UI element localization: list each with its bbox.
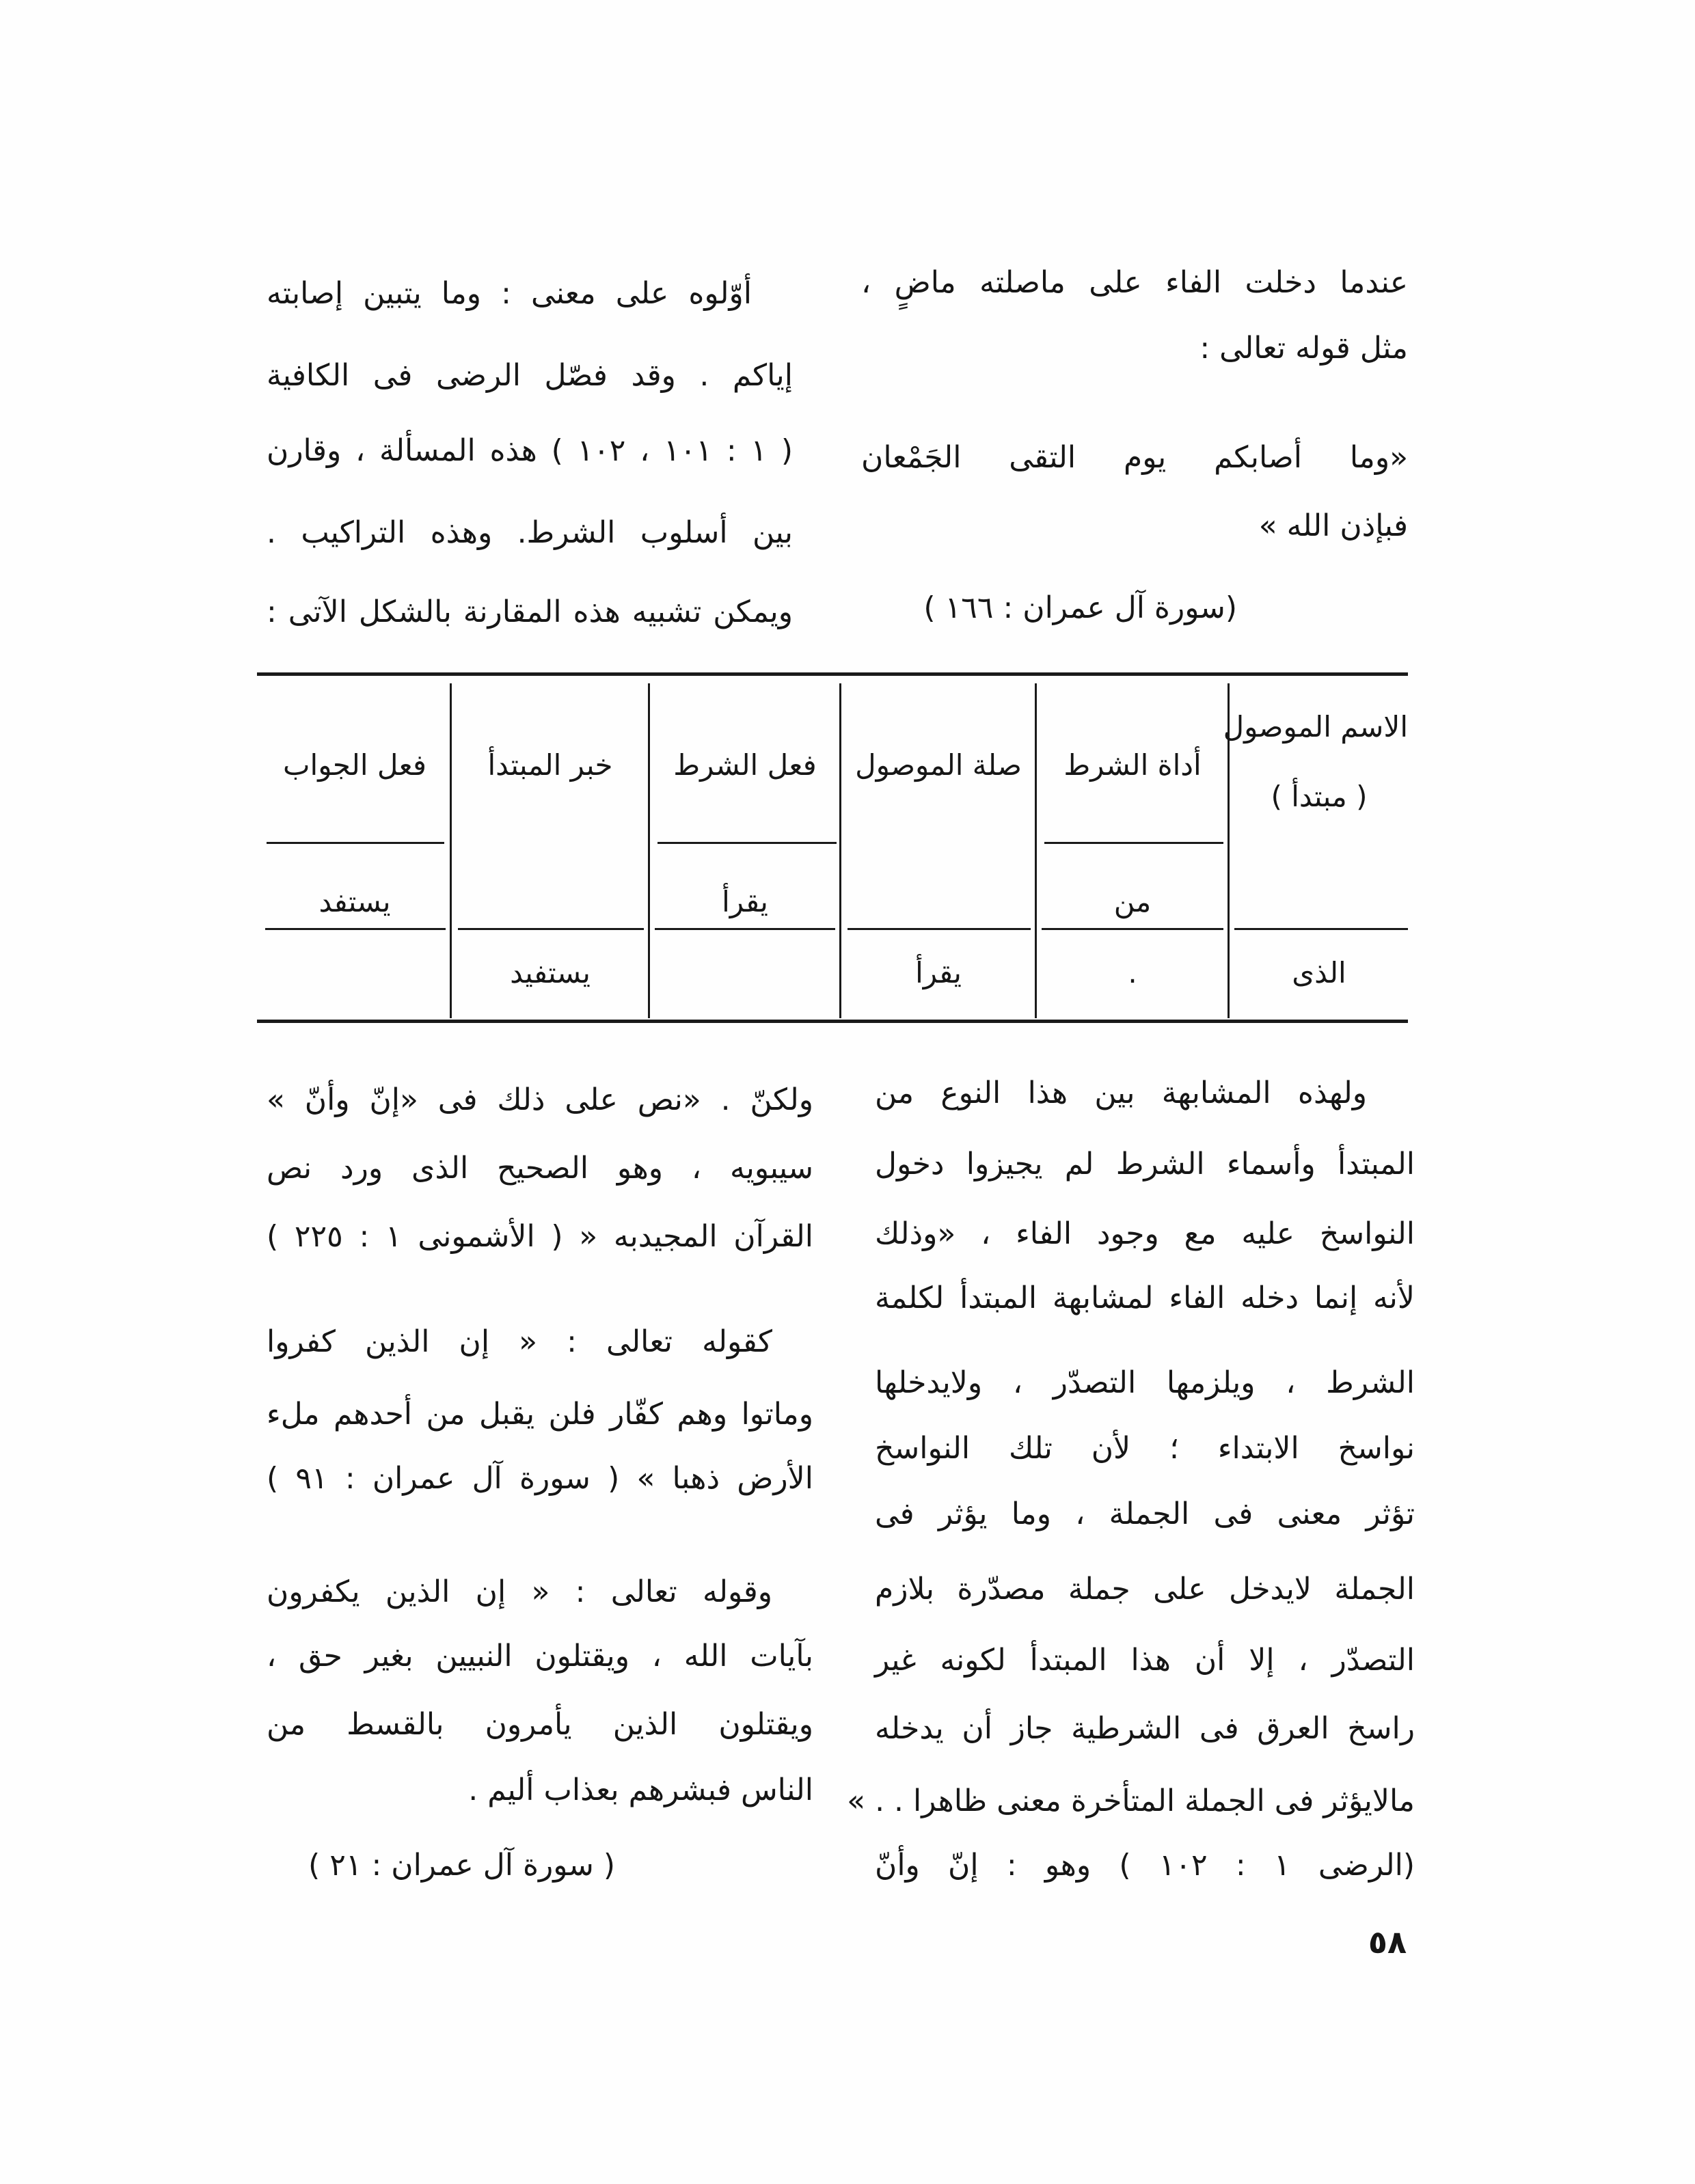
quran-verse-line: فبإذن الله » <box>1258 508 1408 543</box>
text-line: (الرضى ١ : ١٠٢ ) وهو : إنّ وأنّ <box>875 1848 1415 1883</box>
table-cell: يقرأ <box>915 956 962 989</box>
text-line: النواسخ عليه مع وجود الفاء ، «وذلك <box>875 1216 1415 1251</box>
text-line: التصدّر ، إلا أن هذا المبتدأ لكونه غير <box>875 1643 1415 1678</box>
text-line: راسخ العرق فى الشرطية جاز أن يدخله <box>875 1711 1415 1746</box>
quran-verse-line: الأرض ذهبا » ( سورة آل عمران : ٩١ ) <box>267 1461 814 1496</box>
table-header-subtitle: ( مبتدأ ) <box>1271 780 1368 813</box>
text-line: الشرط ، ويلزمها التصدّر ، ولايدخلها <box>875 1365 1415 1400</box>
table-cell: يستفيد <box>510 956 591 989</box>
text-line: لأنه إنما دخله الفاء لمشابهة المبتدأ لكلمة <box>875 1281 1415 1315</box>
text-line: عندما دخلت الفاء على ماصلته ماضٍ ، <box>861 265 1408 300</box>
text-line: ولكنّ . «نص على ذلك فى «إنّ وأنّ » <box>267 1082 813 1117</box>
text-line: القرآن المجيدبه « ( الأشمونى ١ : ٢٢٥ ) <box>267 1219 813 1254</box>
text-line: المبتدأ وأسماء الشرط لم يجيزوا دخول <box>875 1147 1415 1182</box>
table-cell: يقرأ <box>722 885 768 918</box>
text-line: مثل قوله تعالى : <box>1199 331 1408 366</box>
quran-verse-line: الناس فبشرهم بعذاب أليم . <box>468 1773 813 1807</box>
table-cell: . <box>1128 956 1137 989</box>
text-line: مالايؤثر فى الجملة المتأخرة معنى ظاهرا . . » <box>847 1784 1415 1818</box>
table-cell: الذى <box>1292 956 1346 989</box>
text-line: سيبويه ، وهو الصحيح الذى ورد نص <box>267 1151 813 1186</box>
text-line: الجملة لايدخل على جملة مصدّرة بلازم <box>875 1572 1415 1607</box>
table-header-cell: خبر المبتدأ <box>487 748 613 782</box>
table-header-cell: فعل الجواب <box>283 748 426 782</box>
text-line: إياكم . وقد فصّل الرضى فى الكافية <box>267 358 793 393</box>
quran-verse-line: «وما أصابكم يوم التقى الجَمْعان <box>861 440 1408 475</box>
table-cell: من <box>1113 885 1152 918</box>
table-header-cell: الاسم الموصول <box>1223 710 1408 743</box>
column-divider <box>839 683 841 1018</box>
table-header-cell: أداة الشرط <box>1063 748 1202 782</box>
verse-reference: ( سورة آل عمران : ٢١ ) <box>308 1848 615 1883</box>
quran-verse-line: بآيات الله ، ويقتلون النبيين بغير حق ، <box>267 1639 813 1674</box>
table-header-cell: صلة الموصول <box>855 748 1022 782</box>
text-line: تؤثر معنى فى الجملة ، وما يؤثر فى <box>875 1497 1415 1531</box>
text-line: ويمكن تشبيه هذه المقارنة بالشكل الآتى : <box>267 595 793 629</box>
quran-verse-line: وقوله تعالى : « إن الذين يكفرون <box>267 1574 772 1609</box>
table-header-cell: فعل الشرط <box>673 748 817 782</box>
text-line: بين أسلوب الشرط. وهذه التراكيب . <box>267 515 793 550</box>
text-line: أوّلوه على معنى : وما يتبين إصابته <box>267 276 752 311</box>
quran-verse-line: كقوله تعالى : « إن الذين كفروا <box>267 1324 772 1359</box>
table-cell: يستفد <box>318 885 391 918</box>
column-bottom-right <box>847 0 1415 2184</box>
text-line: نواسخ الابتداء ؛ لأن تلك النواسخ <box>875 1431 1415 1466</box>
verse-reference: (سورة آل عمران : ١٦٦ ) <box>923 590 1237 625</box>
text-line: ولهذه المشابهة بين هذا النوع من <box>875 1076 1367 1110</box>
page-number: ٥٨ <box>1368 1924 1407 1961</box>
quran-verse-line: ويقتلون الذين يأمرون بالقسط من <box>267 1707 813 1742</box>
column-bottom-left <box>267 0 813 2184</box>
text-line: ( ١ : ١٠١ ، ١٠٢ ) هذه المسألة ، وقارن <box>267 433 793 468</box>
quran-verse-line: وماتوا وهم كفّار فلن يقبل من أحدهم ملء <box>267 1397 813 1432</box>
